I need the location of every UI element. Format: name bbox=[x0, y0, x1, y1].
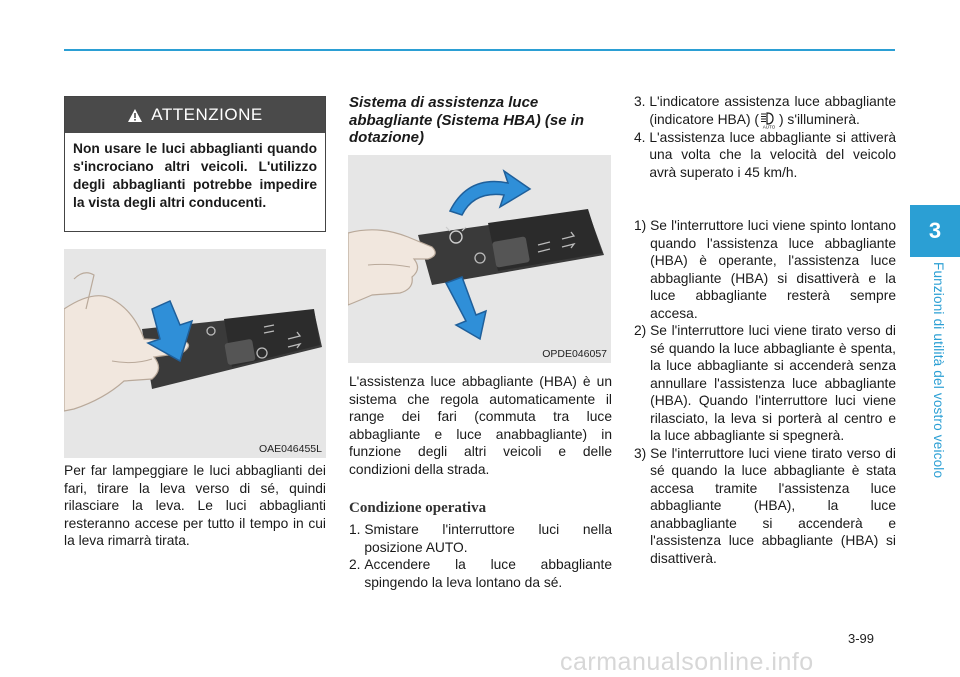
watermark: carmanualsonline.info bbox=[560, 648, 814, 676]
page-number: 3-99 bbox=[848, 631, 875, 646]
list-number: 3. bbox=[634, 94, 650, 109]
step3-text-before: L'indicatore assistenza luce abbagliante (indicatore HBA) ( bbox=[649, 94, 896, 127]
list-text: L'assistenza luce abbagliante si attiverà una volta che la velocità del veicolo avrà superato i 45 km/h. bbox=[649, 129, 896, 180]
list-item bbox=[634, 217, 896, 322]
chapter-title: Funzioni di utilità del vostro veicolo bbox=[931, 262, 946, 479]
list-number: 2. bbox=[349, 557, 365, 572]
notes-list bbox=[634, 217, 896, 567]
list-number: 2) bbox=[634, 323, 651, 338]
warning-text: Non usare le luci abbaglianti quando s'incrociano altri veicoli. L'utilizzo degli abbaglianti potrebbe impedire la vista degli altri conducenti. bbox=[73, 141, 317, 210]
warning-triangle-icon bbox=[127, 108, 143, 123]
chapter-tab: 3 bbox=[910, 205, 960, 257]
col2-paragraph: L'assistenza luce abbagliante (HBA) è un sistema che regola automaticamente il range dei fari (commuta tra luce abbagliante e luce anabbagliante) in funzione degli altri veicoli e delle condizioni della strada. bbox=[349, 374, 612, 477]
list-text: Se l'interruttore luci viene spinto lontano quando l'assistenza luce abbagliante (HBA) è operante, l'assistenza luce abbagliante (HBA) si disattiverà e la luce abbagliante resterà sempre accesa. bbox=[650, 218, 896, 321]
warning-title: ATTENZIONE bbox=[151, 105, 263, 124]
list-text bbox=[649, 93, 896, 129]
list-number: 3) bbox=[634, 445, 651, 461]
list-item bbox=[634, 129, 896, 182]
figure-lever-hba bbox=[348, 155, 611, 363]
figure-code: OAE046455L bbox=[258, 443, 322, 455]
hand-pulling-lever-rotate-arrow-icon bbox=[348, 155, 611, 363]
figure-lever-flash bbox=[64, 249, 326, 458]
list-item bbox=[349, 556, 612, 591]
list-item bbox=[634, 93, 896, 129]
list-item bbox=[634, 322, 896, 445]
hand-pushing-lever-down-arrow-icon bbox=[64, 249, 326, 458]
hba-indicator-icon bbox=[759, 111, 779, 129]
header-rule bbox=[64, 49, 895, 51]
figure-code: OPDE046057 bbox=[542, 348, 607, 360]
list-number: 4. bbox=[634, 129, 650, 145]
list-text: Smistare l'interruttore luci nella posizione AUTO. bbox=[364, 522, 612, 555]
list-item bbox=[349, 521, 612, 556]
subheading: Condizione operativa bbox=[349, 500, 487, 516]
list-item bbox=[634, 445, 896, 568]
hba-indicator-label: AUTO bbox=[762, 124, 776, 129]
list-text: Se l'interruttore luci viene tirato verso di sé quando la luce abbagliante è spenta, la luce abbagliante si accenderà senza annullare l'assistenza luce abbagliante (HBA). Quando l'interruttore luci viene rilasciato, la leva si porterà al centro e la luce abbagliante si spegnerà. bbox=[650, 323, 896, 443]
list-text: Accendere la luce abbagliante spingendo la leva lontano da sé. bbox=[364, 557, 612, 590]
warning-box bbox=[64, 96, 326, 232]
warning-header bbox=[65, 97, 325, 133]
list-number: 1) bbox=[634, 218, 651, 233]
col1-paragraph: Per far lampeggiare le luci abbaglianti dei fari, tirare la leva verso di sé, quindi rilasciare la leva. Le luci abbaglianti resteranno accese per tutto il tempo in cui la leva rimarrà tirata. bbox=[64, 463, 326, 548]
step3-text-after: ) s'illuminerà. bbox=[779, 111, 860, 127]
steps-list bbox=[349, 521, 612, 591]
list-number: 1. bbox=[349, 522, 365, 537]
steps-list-continued bbox=[634, 93, 896, 181]
section-title: Sistema di assistenza luce abbagliante (Sistema HBA) (se in dotazione) bbox=[349, 94, 585, 146]
list-text: Se l'interruttore luci viene tirato verso di sé quando la luce abbagliante è stata accesa tramite l'assistenza luce abbagliante (HBA), la luce anabbagliante si accenderà e l'assistenza luce abbagliante (HBA) si disattiverà. bbox=[650, 445, 896, 566]
